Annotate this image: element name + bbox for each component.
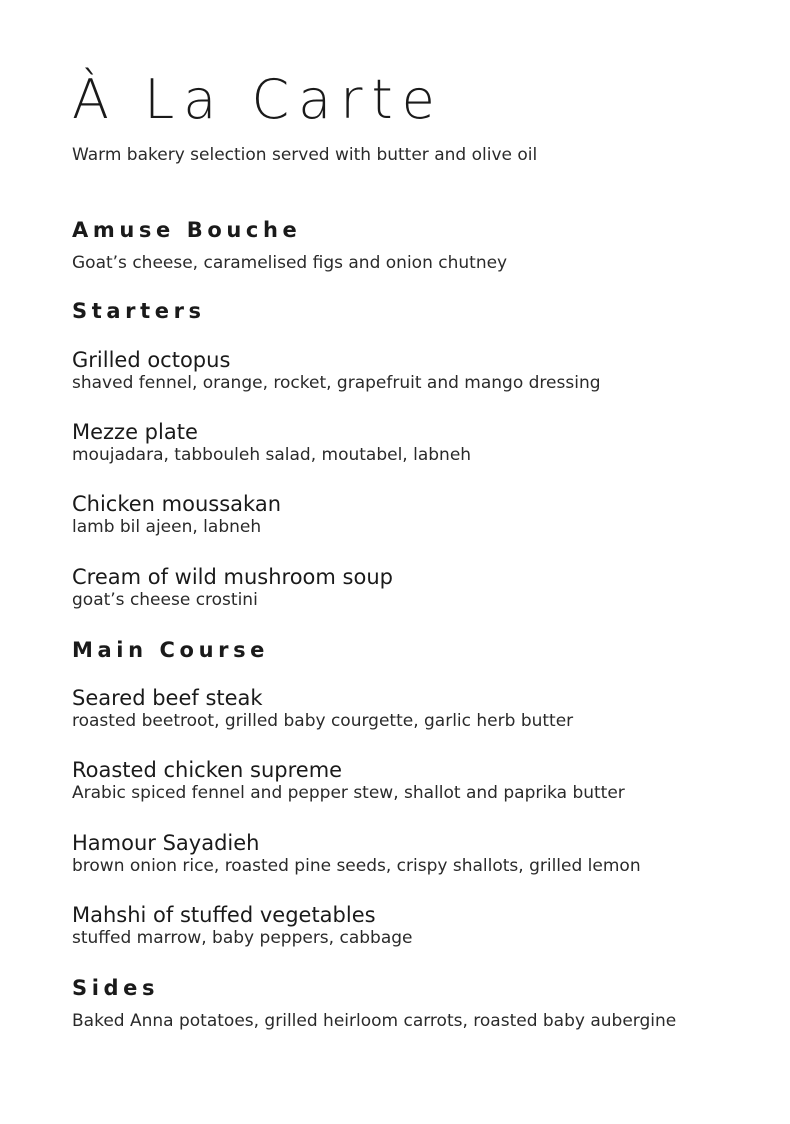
menu-item-hamour-sayadieh (72, 830, 641, 877)
menu-item-mahshi (72, 902, 412, 949)
menu-item-description: roasted beetroot, grilled baby courgette, garlic herb butter (72, 711, 574, 731)
sides-description: Baked Anna potatoes, grilled heirloom carrots, roasted baby aubergine (72, 1011, 677, 1031)
menu-item-chicken-moussakan (72, 491, 281, 538)
section-heading-amuse-bouche: Amuse Bouche (72, 218, 302, 242)
menu-title: À La Carte (72, 68, 444, 131)
menu-item-name: Hamour Sayadieh (72, 831, 260, 855)
menu-item-description: stuffed marrow, baby peppers, cabbage (72, 928, 413, 948)
amuse-bouche-description: Goat’s cheese, caramelised figs and onion chutney (72, 253, 508, 273)
menu-item-name: Roasted chicken supreme (72, 758, 343, 782)
menu-item-seared-beef-steak (72, 685, 573, 732)
menu-intro: Warm bakery selection served with butter and olive oil (72, 145, 538, 165)
menu-item-name: Seared beef steak (72, 686, 263, 710)
menu-item-name: Chicken moussakan (72, 492, 282, 516)
menu-item-mezze-plate (72, 419, 471, 466)
menu-item-mushroom-soup (72, 564, 393, 611)
menu-item-name: Grilled octopus (72, 348, 231, 372)
section-heading-starters: Starters (72, 299, 206, 323)
menu-item-name: Cream of wild mushroom soup (72, 565, 393, 589)
menu-item-description: lamb bil ajeen, labneh (72, 517, 262, 537)
menu-item-name: Mezze plate (72, 420, 198, 444)
menu-item-name: Mahshi of stuffed vegetables (72, 903, 376, 927)
menu-item-grilled-octopus (72, 347, 601, 394)
menu-item-description: shaved fennel, orange, rocket, grapefruit and mango dressing (72, 373, 601, 393)
section-heading-sides: Sides (72, 976, 160, 1000)
section-heading-main-course: Main Course (72, 638, 270, 662)
menu-item-description: goat’s cheese crostini (72, 590, 258, 610)
menu-item-roasted-chicken-supreme (72, 757, 625, 804)
menu-item-description: brown onion rice, roasted pine seeds, crispy shallots, grilled lemon (72, 856, 641, 876)
menu-item-description: Arabic spiced fennel and pepper stew, shallot and paprika butter (72, 783, 625, 803)
menu-item-description: moujadara, tabbouleh salad, moutabel, labneh (72, 445, 472, 465)
